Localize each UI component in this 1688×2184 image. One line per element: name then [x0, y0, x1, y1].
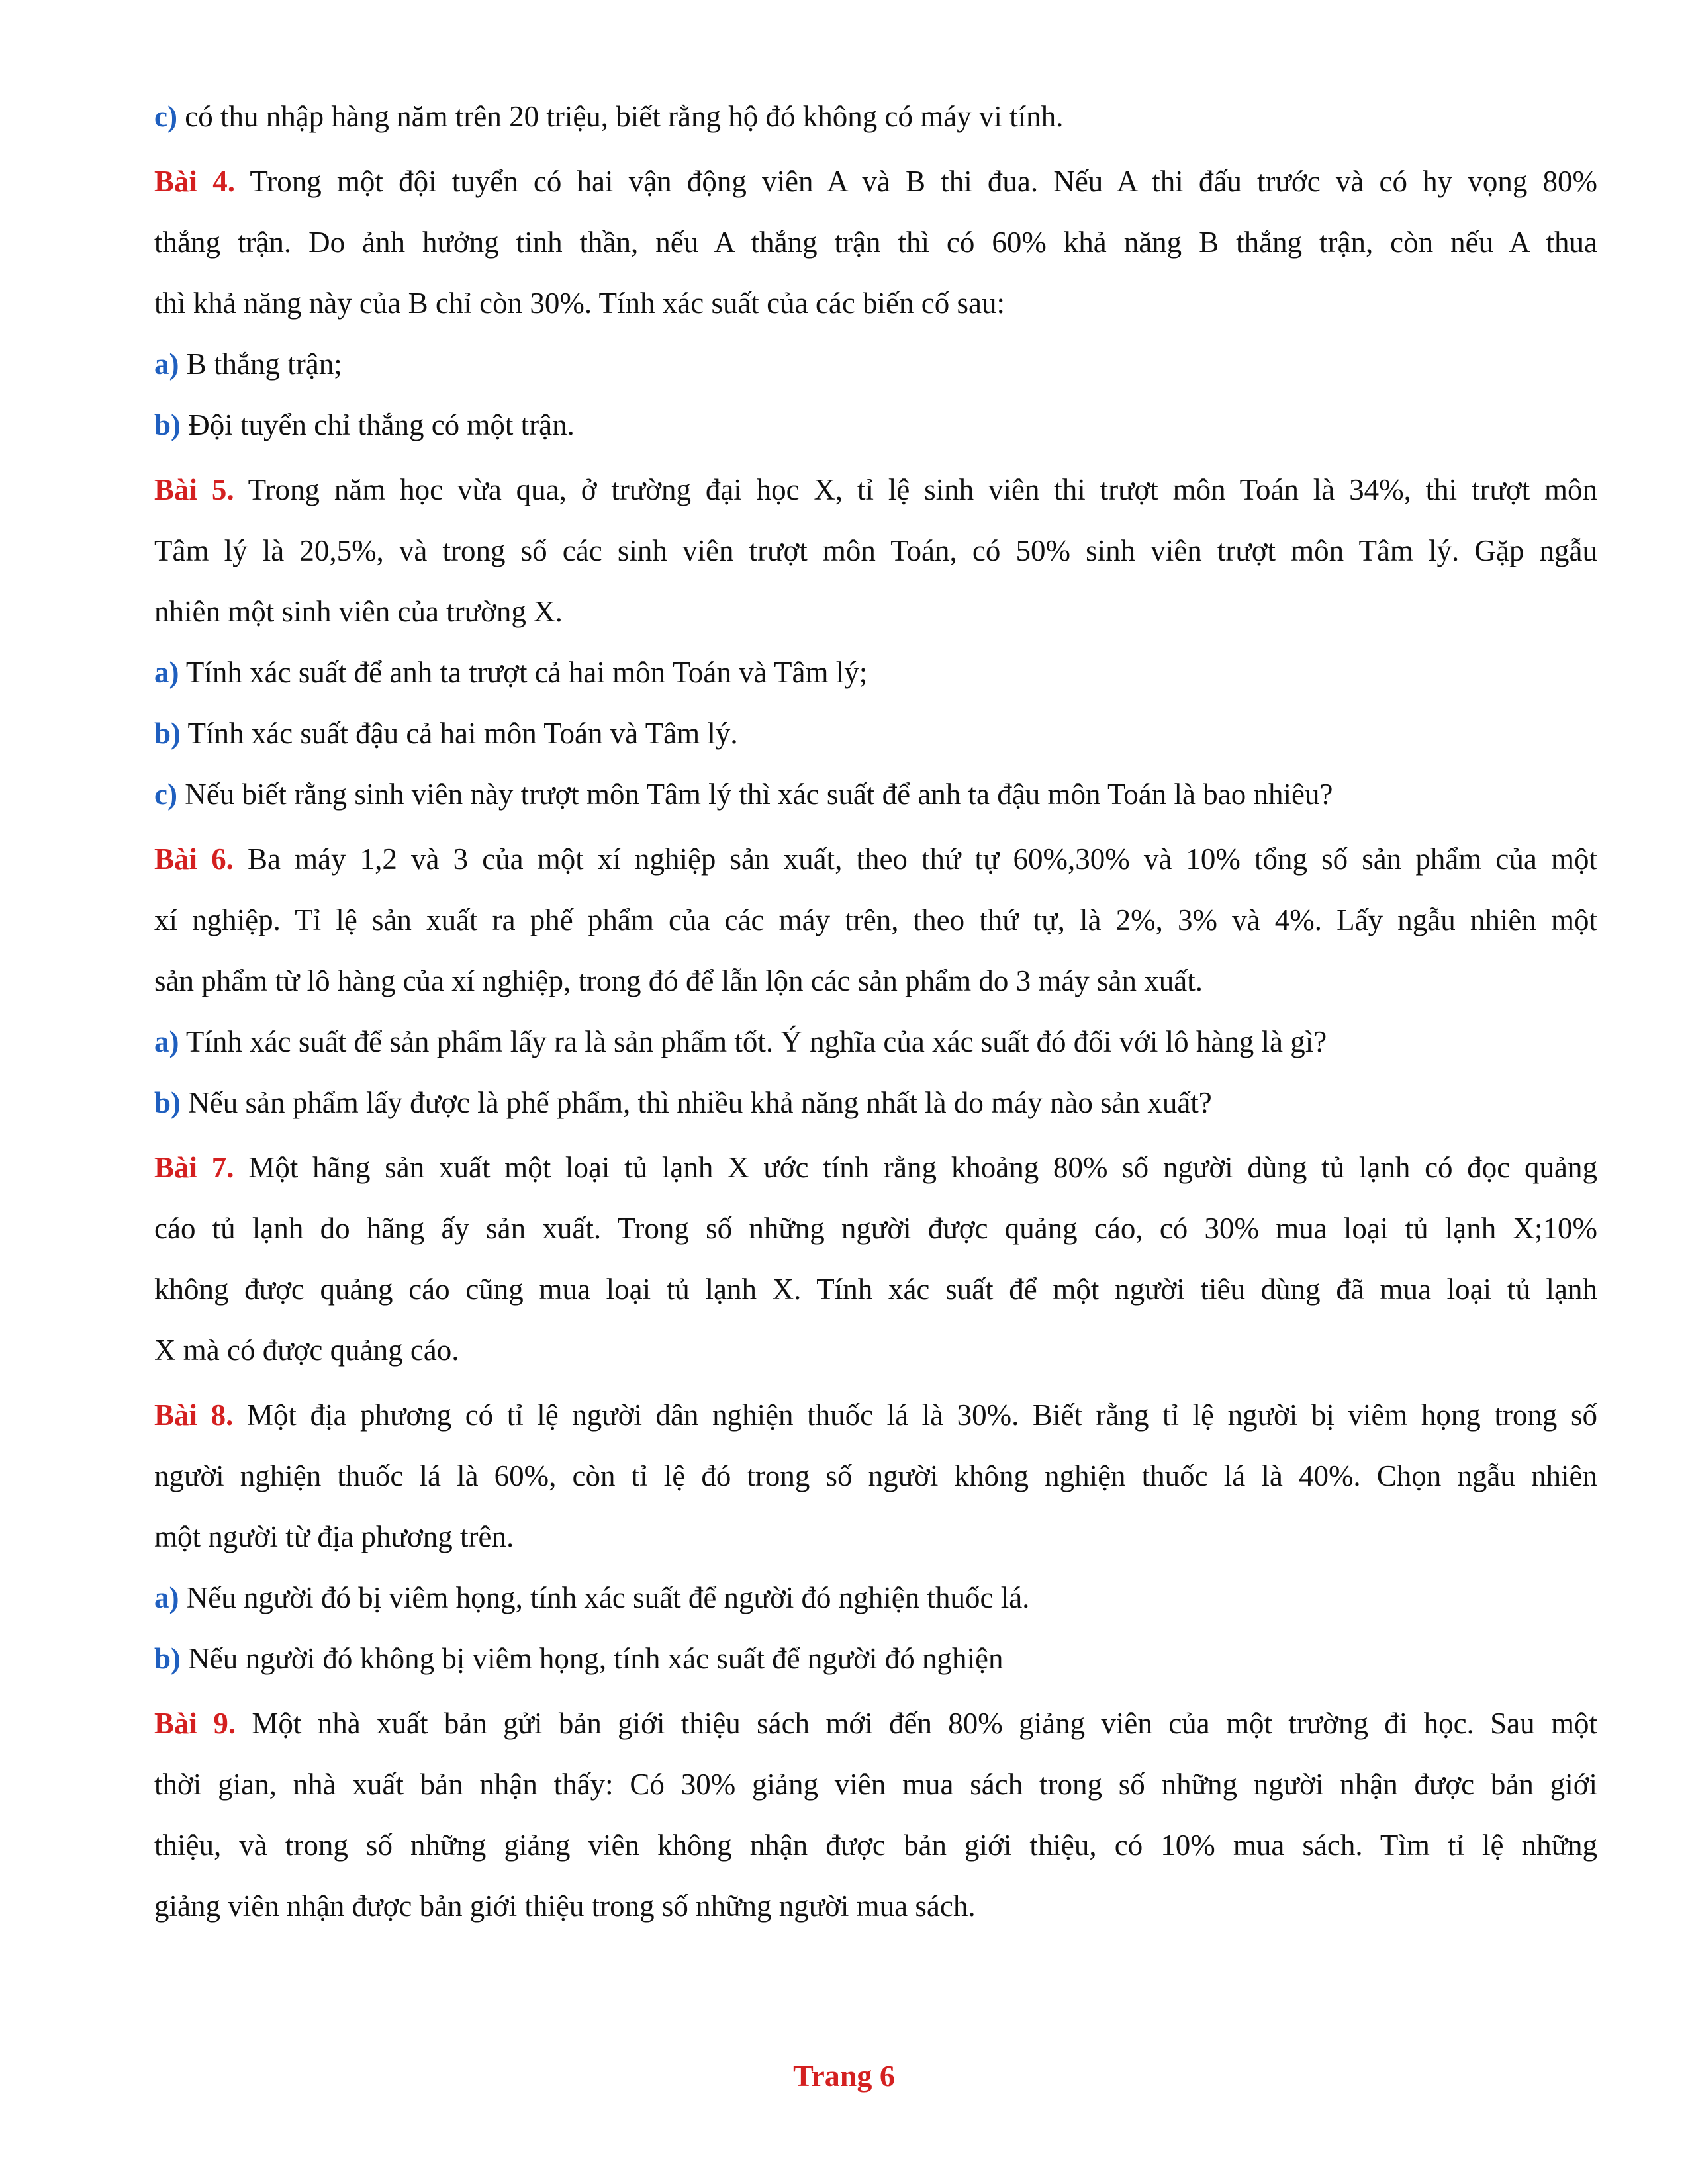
line-text: thắng trận. Do ảnh hưởng tinh thần, nếu A thắng trận thì có 60% khả năng B thắng trận, còn nếu A thua	[154, 226, 1597, 259]
line-text: Tính xác suất để anh ta trượt cả hai môn Toán và Tâm lý;	[179, 656, 868, 689]
line-label: Bài 8.	[154, 1398, 234, 1432]
line-text: người nghiện thuốc lá là 60%, còn tỉ lệ đó trong số người không nghiện thuốc lá là 40%. Chọn ngẫu nhiên	[154, 1459, 1597, 1492]
line-text: thì khả năng này của B chỉ còn 30%. Tính xác suất của các biến cố sau:	[154, 287, 1005, 320]
line-label: Bài 4.	[154, 165, 235, 198]
text-line	[154, 889, 1597, 950]
text-line	[154, 1137, 1597, 1198]
line-label: a)	[154, 656, 179, 689]
line-text: Nếu người đó bị viêm họng, tính xác suất để người đó nghiện thuốc lá.	[179, 1581, 1030, 1614]
text-line	[154, 1506, 1597, 1567]
line-label: a)	[154, 1025, 179, 1058]
line-text: B thắng trận;	[179, 347, 342, 381]
line-text: Nếu người đó không bị viêm họng, tính xác suất để người đó nghiện	[181, 1642, 1004, 1675]
line-text: Nếu biết rằng sinh viên này trượt môn Tâm lý thì xác suất để anh ta đậu môn Toán là bao nhiêu?	[177, 778, 1333, 811]
line-text: Tính xác suất đậu cả hai môn Toán và Tâm lý.	[181, 717, 738, 750]
text-line	[154, 1259, 1597, 1320]
line-text: giảng viên nhận được bản giới thiệu trong số những người mua sách.	[154, 1889, 976, 1923]
line-label: a)	[154, 1581, 179, 1614]
line-text: Đội tuyển chỉ thắng có một trận.	[181, 408, 575, 441]
line-text: Một hãng sản xuất một loại tủ lạnh X ước tính rằng khoảng 80% số người dùng tủ lạnh có đọc quảng	[234, 1151, 1597, 1184]
text-line	[154, 1385, 1597, 1445]
text-line	[154, 520, 1597, 581]
line-label: Bài 6.	[154, 842, 234, 876]
text-line	[154, 703, 1597, 764]
text-line	[154, 1693, 1597, 1754]
line-label: b)	[154, 717, 181, 750]
page-number: Trang 6	[793, 2059, 895, 2093]
line-text: không được quảng cáo cũng mua loại tủ lạnh X. Tính xác suất để một người tiêu dùng đã mua loại tủ lạnh	[154, 1273, 1597, 1306]
text-line	[154, 581, 1597, 642]
line-text: Tính xác suất để sản phẩm lấy ra là sản phẩm tốt. Ý nghĩa của xác suất đó đối với lô hàng là gì?	[179, 1025, 1327, 1058]
line-label: b)	[154, 1086, 181, 1119]
text-line	[154, 1011, 1597, 1072]
line-text: Trong năm học vừa qua, ở trường đại học X, tỉ lệ sinh viên thi trượt môn Toán là 34%, thi trượt môn	[234, 473, 1597, 506]
line-label: a)	[154, 347, 179, 381]
text-line	[154, 1567, 1597, 1628]
line-text: Ba máy 1,2 và 3 của một xí nghiệp sản xuất, theo thứ tự 60%,30% và 10% tổng số sản phẩm của một	[233, 842, 1597, 876]
text-line	[154, 1876, 1597, 1936]
line-text: cáo tủ lạnh do hãng ấy sản xuất. Trong số những người được quảng cáo, có 30% mua loại tủ lạnh X;10%	[154, 1212, 1597, 1245]
text-line	[154, 1815, 1597, 1876]
line-text: một người từ địa phương trên.	[154, 1520, 514, 1553]
line-label: b)	[154, 408, 181, 441]
text-line	[154, 950, 1597, 1011]
line-label: c)	[154, 100, 177, 133]
line-label: b)	[154, 1642, 181, 1675]
text-line	[154, 1754, 1597, 1815]
text-line	[154, 151, 1597, 212]
line-text: nhiên một sinh viên của trường X.	[154, 595, 563, 628]
line-text: X mà có được quảng cáo.	[154, 1334, 459, 1367]
text-line	[154, 212, 1597, 273]
text-line	[154, 273, 1597, 334]
line-text: có thu nhập hàng năm trên 20 triệu, biết rằng hộ đó không có máy vi tính.	[177, 100, 1064, 133]
text-line	[154, 764, 1597, 825]
line-text: sản phẩm từ lô hàng của xí nghiệp, trong đó để lẫn lộn các sản phẩm do 3 máy sản xuất.	[154, 964, 1203, 997]
text-line	[154, 1445, 1597, 1506]
line-text: Tâm lý là 20,5%, và trong số các sinh viên trượt môn Toán, có 50% sinh viên trượt môn Tâm lý. Gặp ngẫu	[154, 534, 1597, 567]
document-body	[154, 86, 1597, 1936]
line-text: xí nghiệp. Tỉ lệ sản xuất ra phế phẩm của các máy trên, theo thứ tự, là 2%, 3% và 4%. Lấy ngẫu nhiên một	[154, 903, 1597, 936]
line-text: Nếu sản phẩm lấy được là phế phẩm, thì nhiều khả năng nhất là do máy nào sản xuất?	[181, 1086, 1212, 1119]
text-line	[154, 459, 1597, 520]
text-line	[154, 642, 1597, 703]
line-label: Bài 9.	[154, 1707, 236, 1740]
text-line	[154, 829, 1597, 889]
text-line	[154, 86, 1597, 147]
line-text: Trong một đội tuyển có hai vận động viên A và B thi đua. Nếu A thi đấu trước và có hy vọng 80%	[234, 165, 1597, 198]
text-line	[154, 1198, 1597, 1259]
line-text: Một địa phương có tỉ lệ người dân nghiện thuốc lá là 30%. Biết rằng tỉ lệ người bị viêm họng trong số	[233, 1398, 1597, 1432]
text-line	[154, 1072, 1597, 1133]
line-label: Bài 5.	[154, 473, 234, 506]
text-line	[154, 394, 1597, 455]
line-label: Bài 7.	[154, 1151, 234, 1184]
line-text: thời gian, nhà xuất bản nhận thấy: Có 30% giảng viên mua sách trong số những người nhận được bản giới	[154, 1768, 1597, 1801]
line-text: thiệu, và trong số những giảng viên không nhận được bản giới thiệu, có 10% mua sách. Tìm tỉ lệ những	[154, 1829, 1597, 1862]
line-label: c)	[154, 778, 177, 811]
text-line	[154, 1320, 1597, 1381]
line-text: Một nhà xuất bản gửi bản giới thiệu sách mới đến 80% giảng viên của một trường đi học. Sau một	[236, 1707, 1597, 1740]
text-line	[154, 1628, 1597, 1689]
text-line	[154, 334, 1597, 394]
